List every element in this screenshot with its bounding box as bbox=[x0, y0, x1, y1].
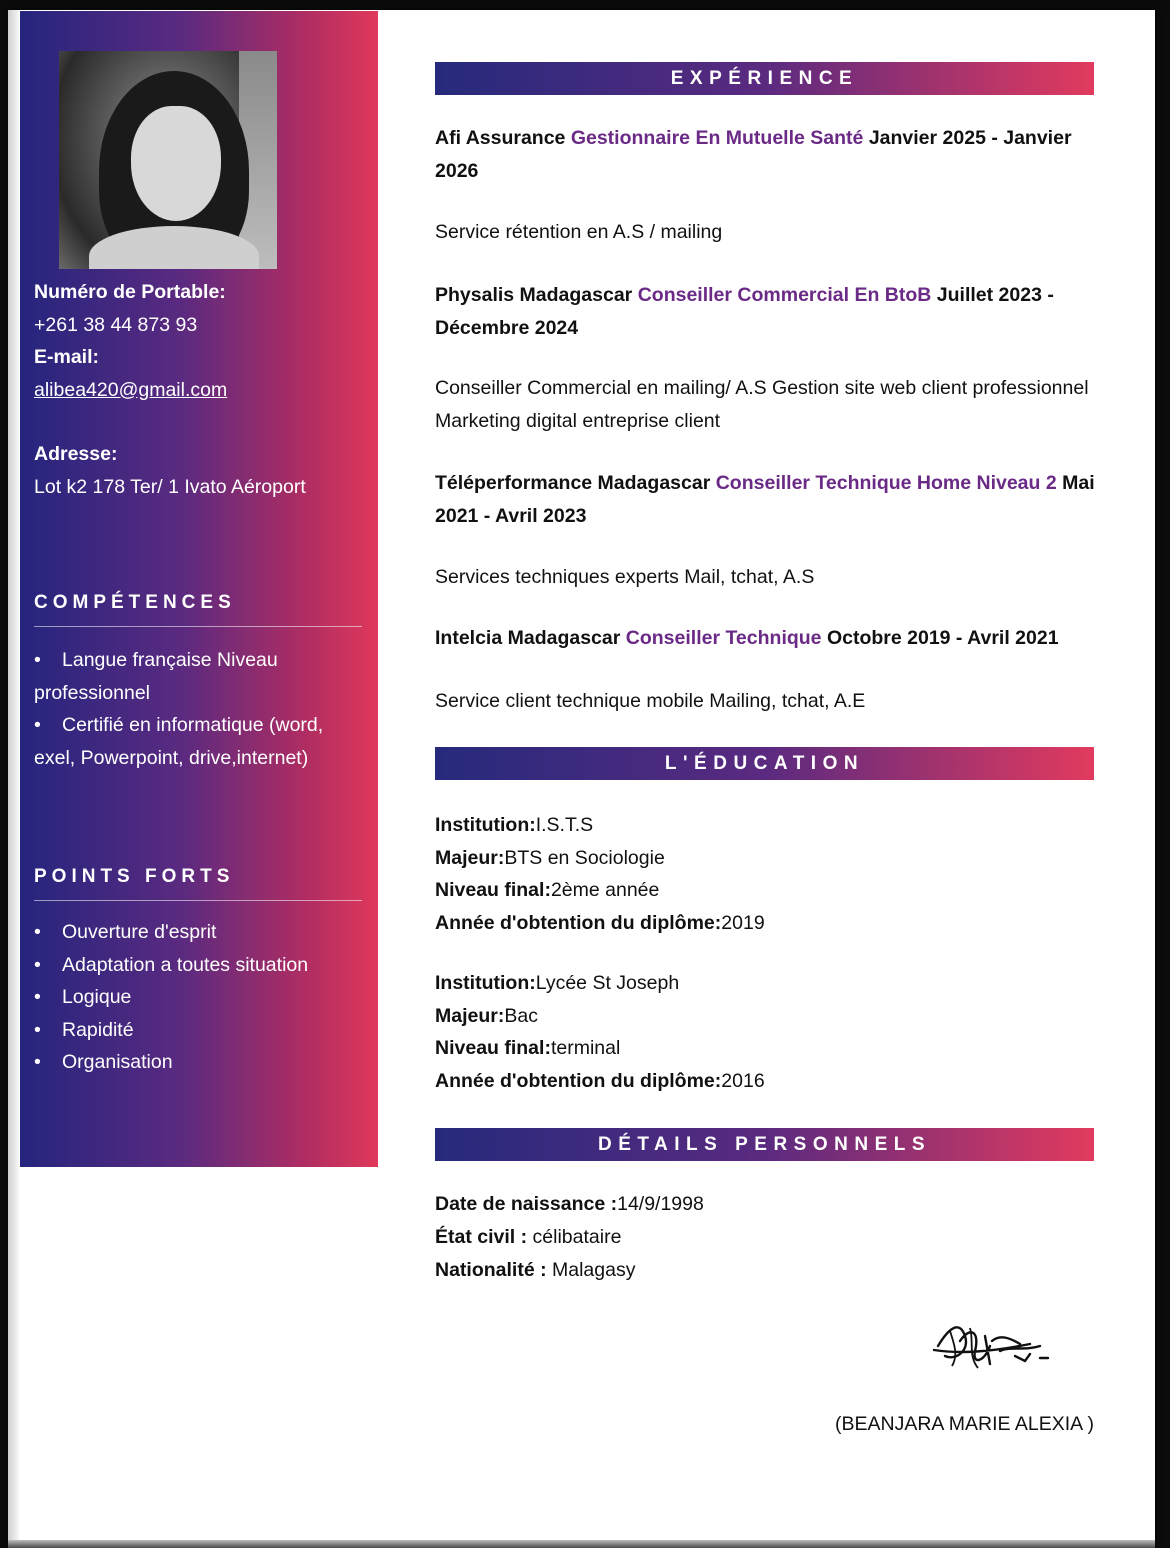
list-item: • Certifié en informatique (word, exel, Powerpoint, drive,internet) bbox=[34, 714, 324, 769]
signer-name: (BEANJARA MARIE ALEXIA ) bbox=[834, 1413, 1094, 1435]
job-title-line: Intelcia Madagascar Conseiller Technique Octobre 2019 - Avril 2021 bbox=[435, 627, 1059, 649]
skills-heading: COMPÉTENCES bbox=[34, 592, 362, 627]
list-item: • Rapidité bbox=[34, 1018, 134, 1041]
job-description: Services techniques experts Mail, tchat, A.S bbox=[435, 566, 815, 588]
personal-heading: DÉTAILS PERSONNELS bbox=[435, 1128, 1094, 1161]
education-heading: L'ÉDUCATION bbox=[435, 747, 1094, 780]
experience-heading: EXPÉRIENCE bbox=[435, 62, 1094, 95]
strengths-list bbox=[34, 916, 364, 1079]
sidebar bbox=[20, 11, 378, 1167]
job-title-line: Afi Assurance Gestionnaire En Mutuelle Santé Janvier 2025 - Janvier 2026 bbox=[435, 127, 1072, 182]
phone-label: Numéro de Portable: bbox=[34, 281, 226, 303]
education-entry: Institution:Lycée St Joseph Majeur:Bac Niveau final:terminal Année d'obtention du diplôme:2016 bbox=[435, 972, 765, 1092]
skills-list bbox=[34, 644, 364, 774]
job-title-line: Physalis Madagascar Conseiller Commercial En BtoB Juillet 2023 - Décembre 2024 bbox=[435, 284, 1054, 339]
profile-photo bbox=[59, 51, 277, 269]
education-entry: Institution:I.S.T.S Majeur:BTS en Sociologie Niveau final:2ème année Année d'obtention du diplôme:2019 bbox=[435, 814, 765, 934]
personal-details: Date de naissance :14/9/1998 État civil : célibataire Nationalité : Malagasy bbox=[435, 1193, 704, 1281]
list-item: • Logique bbox=[34, 986, 132, 1008]
job-description: Service rétention en A.S / mailing bbox=[435, 221, 723, 243]
address-value: Lot k2 178 Ter/ 1 Ivato Aéroport bbox=[34, 475, 306, 498]
list-item: • Langue française Niveau professionnel bbox=[34, 649, 278, 704]
email-label: E-mail: bbox=[34, 346, 100, 368]
list-item: • Ouverture d'esprit bbox=[34, 921, 217, 943]
job-title-line: Téléperformance Madagascar Conseiller Technique Home Niveau 2 Mai 2021 - Avril 2023 bbox=[435, 472, 1095, 527]
address-label: Adresse: bbox=[34, 443, 118, 465]
contact-block bbox=[34, 276, 364, 503]
page-bottom-shadow bbox=[8, 1540, 1155, 1548]
strengths-heading: POINTS FORTS bbox=[34, 866, 362, 901]
email-link[interactable]: alibea420@gmail.com bbox=[34, 378, 228, 401]
phone-value: +261 38 44 873 93 bbox=[34, 313, 198, 336]
job-description: Conseiller Commercial en mailing/ A.S Gestion site web client professionnel Marketing digital entreprise client bbox=[435, 377, 1089, 432]
page-edge-shadow bbox=[8, 10, 19, 1543]
list-item: • Organisation bbox=[34, 1051, 173, 1073]
list-item: • Adaptation a toutes situation bbox=[34, 953, 309, 976]
signature-image bbox=[930, 1316, 1060, 1376]
job-description: Service client technique mobile Mailing, tchat, A.E bbox=[435, 690, 866, 712]
